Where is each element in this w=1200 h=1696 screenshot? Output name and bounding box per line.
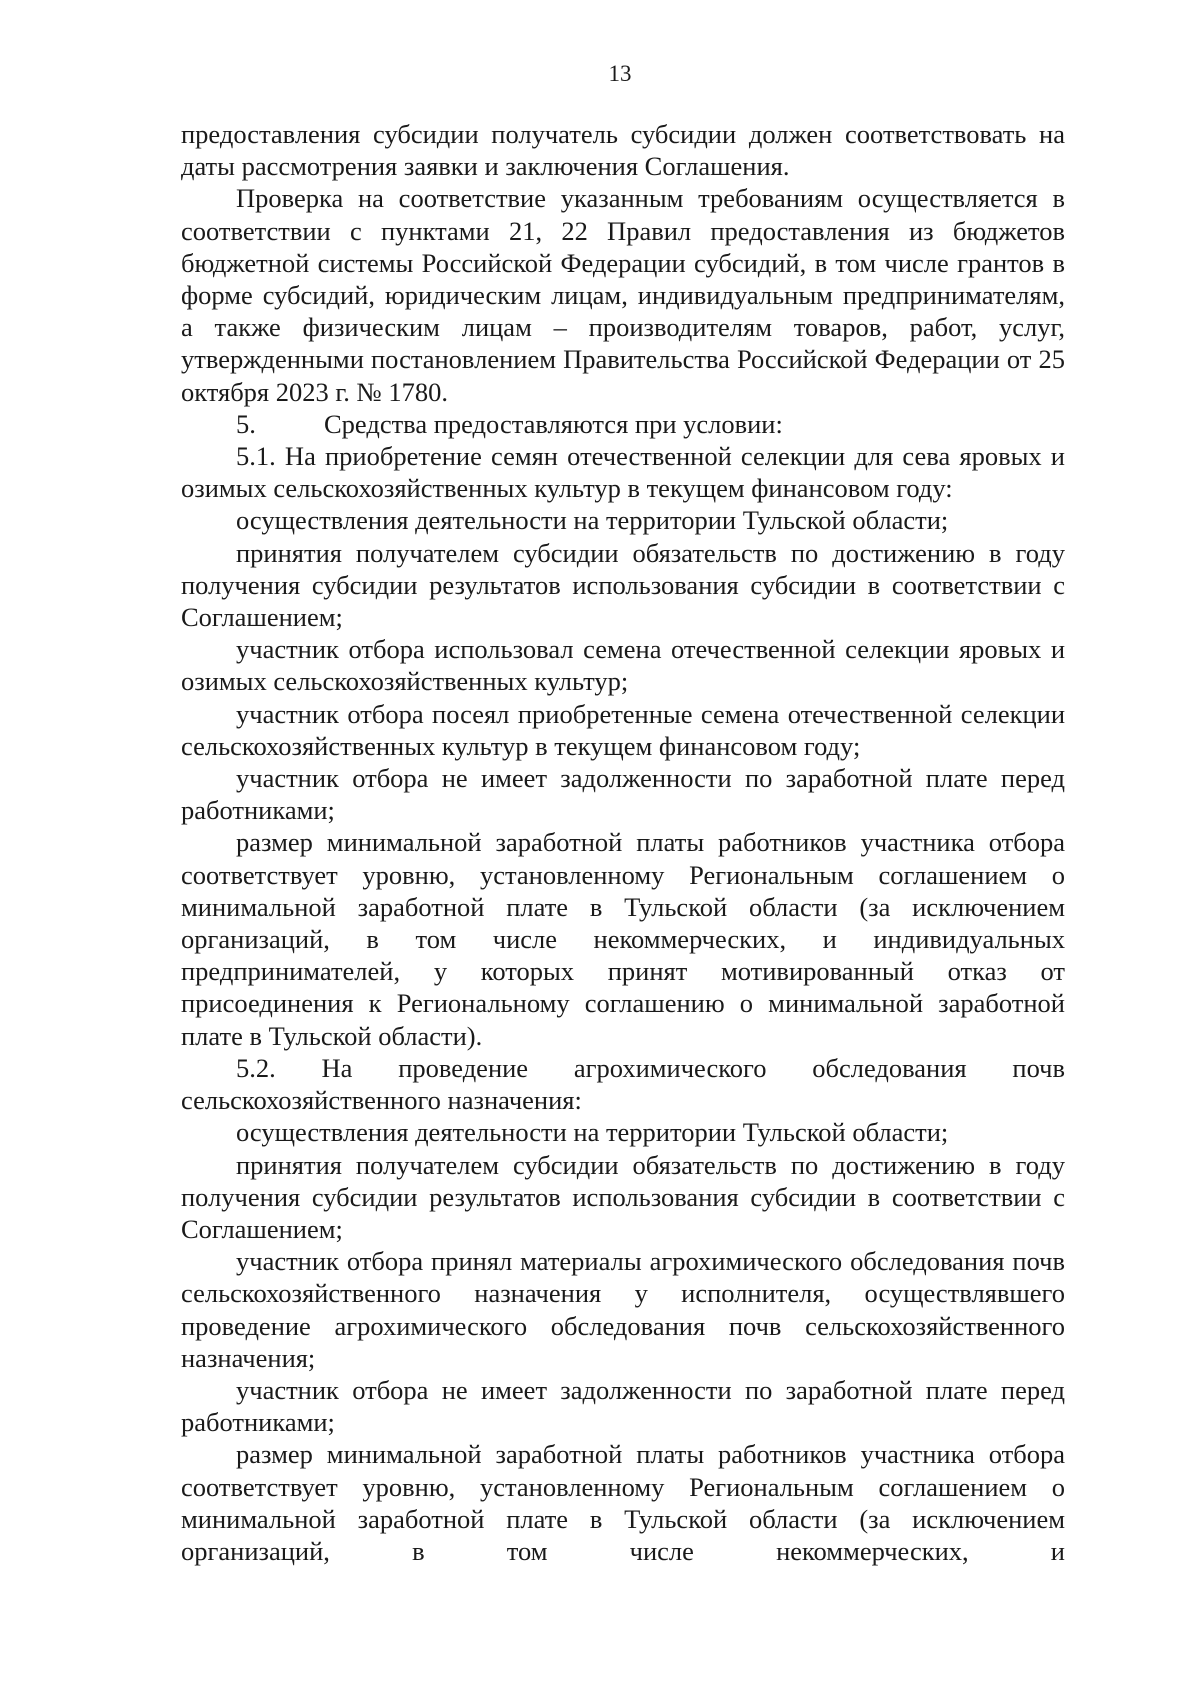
paragraph-12: осуществления деятельности на территории Тульской области; (236, 1117, 949, 1148)
paragraph-1: предоставления субсидии получатель субсидии должен соответствовать на даты рассмотрения заявки и заключения Соглашения. (181, 119, 1065, 182)
item-number: 5. (236, 408, 256, 439)
paragraph-15: участник отбора не имеет задолженности по заработной плате перед работниками; (181, 1374, 1065, 1438)
item-text: Средства предоставляются при условии: (324, 408, 783, 439)
paragraph-13: принятия получателем субсидии обязательств по достижению в году получения субсидии результатов использования субсидии в соответствии с Соглашением; (181, 1149, 1065, 1244)
paragraph-2: Проверка на соответствие указанным требованиям осуществляется в соответствии с пунктами 21, 22 Правил предоставления из бюджетов бюджетной системы Российской Федерации субсидий, в том числе грантов в форме субсидий, юридическим лицам, индивидуальным предпринимателям, а также физическим лицам – производителям товаров, работ, услуг, утвержденными постановлением Правительства Российской Федерации от 25 октября 2023 г. № 1780. (181, 183, 1065, 407)
paragraph-11: 5.2. На проведение агрохимического обследования почв сельскохозяйственного назначения: (181, 1052, 1065, 1116)
paragraph-16: размер минимальной заработной платы работников участника отбора соответствует уровню, установленному Региональным соглашением о минимальной заработной плате в Тульской области (за исключением организаций, в том числе некоммерческих, и (181, 1439, 1065, 1566)
paragraph-10: размер минимальной заработной платы работников участника отбора соответствует уровню, установленному Региональным соглашением о минимальной заработной плате в Тульской области (за исключением организаций, в том числе некоммерческих, и индивидуальных предпринимателей, у которых принят мотивированный отказ от присоединения к Региональному соглашению о минимальной заработной плате в Тульской области). (181, 827, 1065, 1051)
paragraph-8: участник отбора посеял приобретенные семена отечественной селекции сельскохозяйственных культур в текущем финансовом году; (181, 698, 1065, 761)
document-body (181, 118, 1065, 1567)
paragraph-4: 5.1. На приобретение семян отечественной селекции для сева яровых и озимых сельскохозяйственных культур в текущем финансовом году: (181, 441, 1065, 504)
paragraph-7: участник отбора использовал семена отечественной селекции яровых и озимых сельскохозяйственных культур; (181, 634, 1065, 697)
paragraph-14: участник отбора принял материалы агрохимического обследования почв сельскохозяйственного назначения у исполнителя, осуществлявшего проведение агрохимического обследования почв сельскохозяйственного назначения; (181, 1246, 1065, 1373)
paragraph-3 (181, 408, 1065, 440)
page-number: 13 (608, 61, 632, 86)
paragraph-9: участник отбора не имеет задолженности по заработной плате перед работниками; (181, 763, 1065, 826)
paragraph-5: осуществления деятельности на территории Тульской области; (236, 505, 949, 536)
paragraph-6: принятия получателем субсидии обязательств по достижению в году получения субсидии результатов использования субсидии в соответствии с Соглашением; (181, 537, 1065, 633)
